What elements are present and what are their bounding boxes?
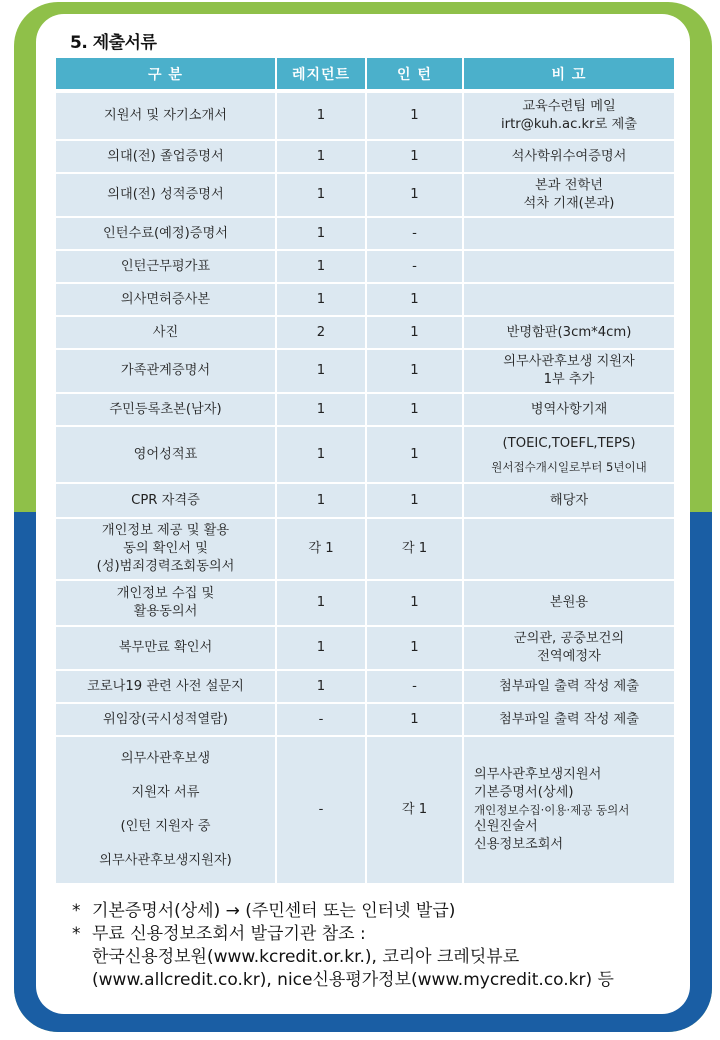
header-resident: 레지던트 <box>275 58 365 91</box>
cell-item: 코로나19 관련 사전 설문지 <box>56 669 275 702</box>
cell-item: 인턴수료(예정)증명서 <box>56 216 275 249</box>
cell-item: 위임장(국시성적열람) <box>56 702 275 735</box>
cell-resident: - <box>275 702 365 735</box>
cell-note: 석사학위수여증명서 <box>462 139 674 172</box>
cell-note: 반명함판(3cm*4cm) <box>462 315 674 348</box>
table-row <box>56 139 674 172</box>
cell-note: 해당자 <box>462 482 674 517</box>
table-row <box>56 517 674 579</box>
table-row <box>56 91 674 139</box>
cell-note: 의무사관후보생지원서 기본증명서(상세) 개인정보수집·이용·제공 동의서 신원진술서 신용정보조회서 <box>462 735 674 883</box>
documents-table <box>56 58 674 883</box>
cell-intern: 1 <box>365 172 462 216</box>
cell-intern: 1 <box>365 139 462 172</box>
cell-resident: 1 <box>275 216 365 249</box>
cell-intern: - <box>365 216 462 249</box>
cell-resident: 1 <box>275 425 365 482</box>
cell-item: 주민등록초본(남자) <box>56 392 275 425</box>
cell-resident: 1 <box>275 139 365 172</box>
cell-resident: 각 1 <box>275 517 365 579</box>
cell-resident: 1 <box>275 91 365 139</box>
table-row <box>56 348 674 392</box>
cell-item: 영어성적표 <box>56 425 275 482</box>
table-row <box>56 579 674 625</box>
cell-resident: 1 <box>275 669 365 702</box>
cell-intern: 1 <box>365 425 462 482</box>
table-row <box>56 249 674 282</box>
cell-item: 개인정보 수집 및 활용동의서 <box>56 579 275 625</box>
table-row <box>56 735 674 883</box>
cell-resident: 2 <box>275 315 365 348</box>
section-title: 5. 제출서류 <box>70 33 157 53</box>
cell-resident: 1 <box>275 482 365 517</box>
cell-note: 교육수련팀 메일 irtr@kuh.ac.kr로 제출 <box>462 91 674 139</box>
footnote-2: * 무료 신용정보조회서 발급기관 참조 : <box>72 924 366 944</box>
cell-note <box>462 517 674 579</box>
cell-intern: 1 <box>365 282 462 315</box>
cell-note: 첨부파일 출력 작성 제출 <box>462 702 674 735</box>
cell-item: 복무만료 확인서 <box>56 625 275 669</box>
cell-intern: 1 <box>365 392 462 425</box>
cell-item: 지원서 및 자기소개서 <box>56 91 275 139</box>
cell-item: 의대(전) 졸업증명서 <box>56 139 275 172</box>
cell-intern: 각 1 <box>365 517 462 579</box>
cell-item: 개인정보 제공 및 활용 동의 확인서 및 (성)범죄경력조회동의서 <box>56 517 275 579</box>
cell-note: 본원용 <box>462 579 674 625</box>
cell-intern: 1 <box>365 579 462 625</box>
footnotes <box>72 900 692 992</box>
cell-item: 사진 <box>56 315 275 348</box>
cell-intern: 1 <box>365 348 462 392</box>
cell-note: 본과 전학년 석차 기재(본과) <box>462 172 674 216</box>
footnote-2-line-3: (www.allcredit.co.kr), nice신용평가정보(www.mycredit.co.kr) 등 <box>92 970 614 990</box>
table-row <box>56 172 674 216</box>
cell-intern: 1 <box>365 625 462 669</box>
cell-note: 의무사관후보생 지원자 1부 추가 <box>462 348 674 392</box>
cell-item: 인턴근무평가표 <box>56 249 275 282</box>
cell-resident: 1 <box>275 625 365 669</box>
table-row <box>56 425 674 482</box>
cell-resident: 1 <box>275 392 365 425</box>
table-row <box>56 216 674 249</box>
cell-note <box>462 216 674 249</box>
cell-intern: - <box>365 669 462 702</box>
cell-intern: 각 1 <box>365 735 462 883</box>
cell-note: 병역사항기재 <box>462 392 674 425</box>
header-category: 구 분 <box>56 58 275 91</box>
cell-note <box>462 249 674 282</box>
table-row <box>56 625 674 669</box>
cell-note: 첨부파일 출력 작성 제출 <box>462 669 674 702</box>
table-row <box>56 392 674 425</box>
cell-resident: 1 <box>275 348 365 392</box>
cell-resident: 1 <box>275 172 365 216</box>
cell-note <box>462 282 674 315</box>
cell-item: 의무사관후보생 지원자 서류 (인턴 지원자 중 의무사관후보생지원자) <box>56 735 275 883</box>
cell-note: 군의관, 공중보건의 전역예정자 <box>462 625 674 669</box>
table-header-row <box>56 58 674 91</box>
cell-intern: 1 <box>365 315 462 348</box>
footnote-1: * 기본증명서(상세) → (주민센터 또는 인터넷 발급) <box>72 901 456 921</box>
table-row <box>56 315 674 348</box>
header-note: 비 고 <box>462 58 674 91</box>
cell-intern: 1 <box>365 91 462 139</box>
cell-resident: - <box>275 735 365 883</box>
table-row <box>56 482 674 517</box>
cell-intern: 1 <box>365 482 462 517</box>
cell-item: 가족관계증명서 <box>56 348 275 392</box>
cell-resident: 1 <box>275 579 365 625</box>
cell-item: 의대(전) 성적증명서 <box>56 172 275 216</box>
cell-item: 의사면허증사본 <box>56 282 275 315</box>
cell-intern: - <box>365 249 462 282</box>
table-row <box>56 702 674 735</box>
footnote-2-line-2: 한국신용정보원(www.kcredit.or.kr.), 코리아 크레딧뷰로 <box>92 947 520 967</box>
table-row <box>56 669 674 702</box>
cell-resident: 1 <box>275 249 365 282</box>
cell-resident: 1 <box>275 282 365 315</box>
cell-item: CPR 자격증 <box>56 482 275 517</box>
header-intern: 인 턴 <box>365 58 462 91</box>
table-row <box>56 282 674 315</box>
cell-note: (TOEIC,TOEFL,TEPS) 원서접수개시일로부터 5년이내 <box>462 425 674 482</box>
cell-intern: 1 <box>365 702 462 735</box>
